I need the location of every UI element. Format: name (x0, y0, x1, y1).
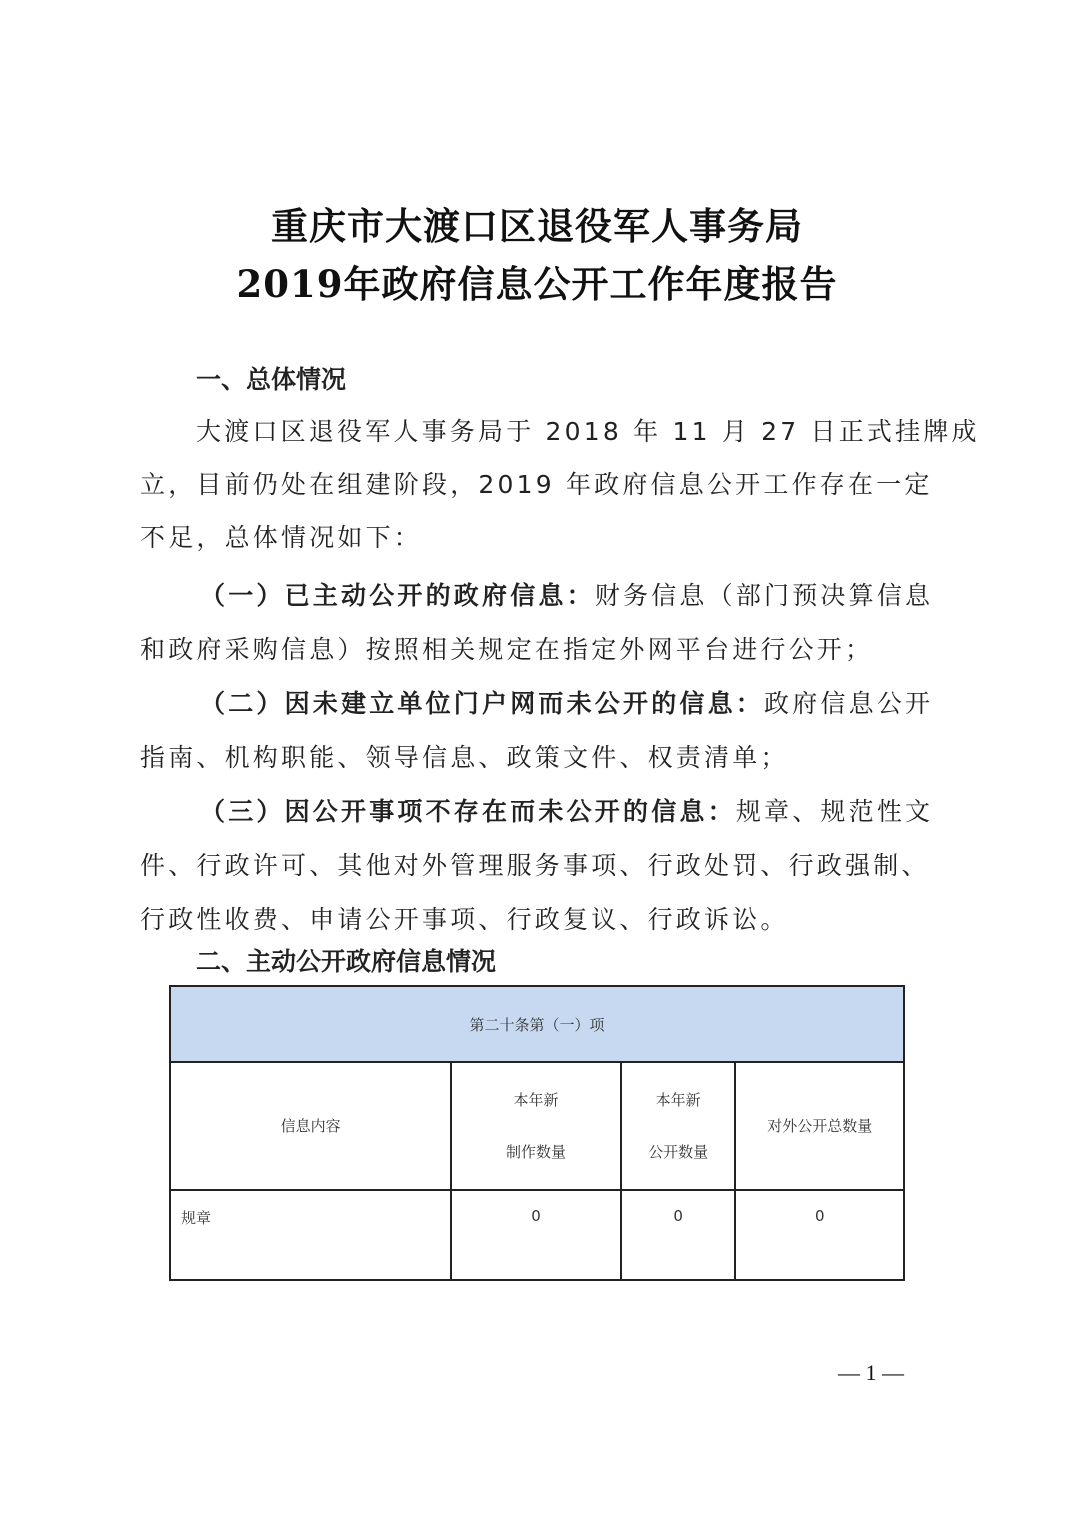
item-2-label: （二）因未建立单位门户网而未公开的信息： (200, 689, 765, 718)
section-1-heading: 一、总体情况 (196, 365, 347, 394)
item-3-line-1 (200, 792, 933, 828)
col-new-made-line-2: 制作数量 (505, 1143, 566, 1161)
item-1-line-2: 和政府采购信息）按照相关规定在指定外网平台进行公开； (140, 635, 874, 664)
page-number: — 1 — (838, 1360, 904, 1385)
table-row (170, 1190, 904, 1280)
item-3-line-3: 行政性收费、申请公开事项、行政复议、行政诉讼。 (140, 905, 789, 934)
row-label: 规章 (170, 1190, 451, 1280)
col-new-published-line-1: 本年新 (655, 1091, 701, 1109)
col-info-content: 信息内容 (170, 1062, 451, 1190)
row-total-published: 0 (735, 1190, 904, 1280)
section-2-heading: 二、主动公开政府信息情况 (196, 947, 497, 976)
col-new-made (451, 1062, 621, 1190)
item-2-line-2: 指南、机构职能、领导信息、政策文件、权责清单； (140, 743, 789, 772)
item-3-label: （三）因公开事项不存在而未公开的信息： (200, 797, 736, 826)
col-total-published: 对外公开总数量 (735, 1062, 904, 1190)
intro-line-1: 大渡口区退役军人事务局于 2018 年 11 月 27 日正式挂牌成 (196, 417, 980, 446)
info-table (169, 985, 905, 1281)
title-line-2: 2019年政府信息公开工作年度报告 (236, 262, 838, 306)
title-line-1: 重庆市大渡口区退役军人事务局 (271, 204, 803, 248)
intro-line-2: 立，目前仍处在组建阶段，2019 年政府信息公开工作存在一定 (140, 470, 933, 499)
col-new-published-line-2: 公开数量 (648, 1143, 709, 1161)
row-new-made: 0 (451, 1190, 621, 1280)
table-header: 第二十条第（一）项 (170, 986, 904, 1062)
row-new-published: 0 (621, 1190, 736, 1280)
intro-line-3: 不足，总体情况如下： (140, 523, 423, 552)
item-1-text: 财务信息（部门预决算信息 (594, 581, 934, 610)
item-1-label: （一）已主动公开的政府信息： (200, 581, 595, 610)
item-3-text: 规章、规范性文 (735, 797, 934, 826)
col-new-made-line-1: 本年新 (513, 1091, 559, 1109)
item-1-line-1 (200, 576, 933, 612)
item-2-text: 政府信息公开 (764, 689, 934, 718)
item-3-line-2: 件、行政许可、其他对外管理服务事项、行政处罚、行政强制、 (140, 851, 930, 880)
col-new-published (621, 1062, 736, 1190)
item-2-line-1 (200, 684, 933, 720)
